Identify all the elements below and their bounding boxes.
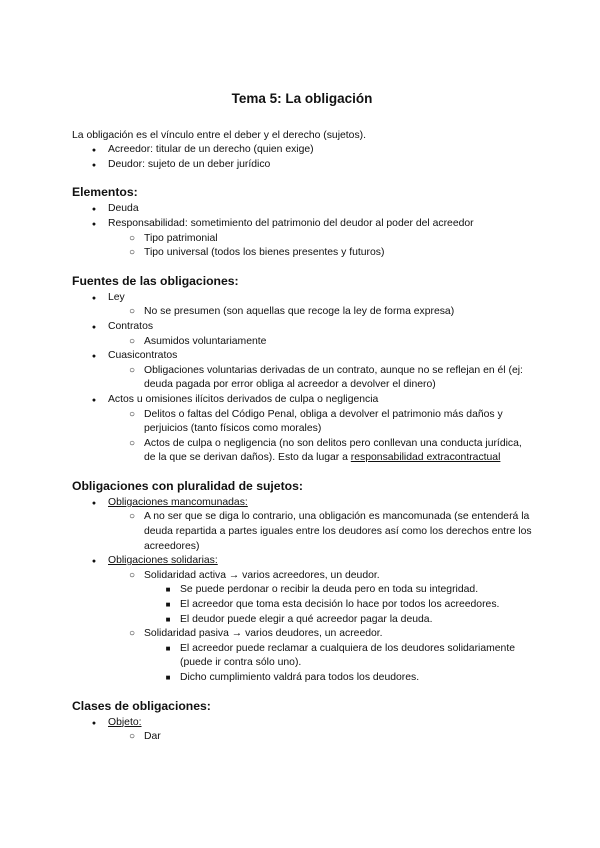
circle-bullet-icon <box>126 408 138 423</box>
list-item: ○ Solidaridad pasiva → varios deudores, un acreedor. ■ El acreedor puede reclamar a cualquiera de los deudores solidariamente (puede ir contra sólo uno). ■ Dicho cumplimiento valdrá para todos los deudores. <box>108 627 532 685</box>
bullet-icon <box>88 158 100 174</box>
bullet-icon <box>88 217 100 233</box>
list-item: ● Cuasicontratos ○ Obligaciones voluntarias derivadas de un contrato, aunque no se reflejan en él (ej: deuda pagada por error obliga al acreedor a devolver el dinero) <box>72 349 532 393</box>
list-item: ○ Asumidos voluntariamente <box>108 335 532 350</box>
clases-list <box>72 716 532 745</box>
list-item: ■ El acreedor que toma esta decisión lo hace por todos los acreedores. <box>144 598 532 613</box>
square-bullet-icon <box>162 583 174 598</box>
list-item: ● Obligaciones mancomunadas: ○ A no ser que se diga lo contrario, una obligación es mancomunada (se entenderá la deuda repartida a partes iguales entre los deudores así como los derechos entre los acreedores) <box>72 496 532 554</box>
section-heading-pluralidad: Obligaciones con pluralidad de sujetos: <box>72 478 303 493</box>
intro-list <box>72 143 532 172</box>
circle-bullet-icon <box>126 305 138 320</box>
document-body <box>72 92 532 745</box>
bullet-icon <box>88 320 100 336</box>
circle-bullet-icon <box>126 510 138 525</box>
list-item: ○ No se presumen (son aquellas que recoge la ley de forma expresa) <box>108 305 532 320</box>
list-item: ● Deudor: sujeto de un deber jurídico <box>72 158 532 173</box>
circle-bullet-icon <box>126 437 138 452</box>
circle-bullet-icon <box>126 627 138 642</box>
section-heading-clases: Clases de obligaciones: <box>72 698 211 713</box>
section-heading-fuentes: Fuentes de las obligaciones: <box>72 273 239 288</box>
circle-bullet-icon <box>126 246 138 261</box>
list-item: ● Objeto: ○ Dar <box>72 716 532 745</box>
circle-bullet-icon <box>126 364 138 379</box>
list-item: ■ El deudor puede elegir a qué acreedor pagar la deuda. <box>144 613 532 628</box>
square-bullet-icon <box>162 598 174 613</box>
list-item: ○ Delitos o faltas del Código Penal, obliga a devolver el patrimonio más daños y perjuicios (tanto físicos como morales) <box>108 408 532 437</box>
circle-bullet-icon <box>126 569 138 584</box>
intro-paragraph: La obligación es el vínculo entre el deber y el derecho (sujetos). <box>72 129 366 141</box>
bullet-icon <box>88 716 100 732</box>
square-bullet-icon <box>162 671 174 686</box>
pluralidad-list <box>72 496 532 686</box>
list-item: ● Responsabilidad: sometimiento del patrimonio del deudor al poder del acreedor ○ Tipo patrimonial ○ Tipo universal (todos los bienes presentes y futuros) <box>72 217 532 261</box>
list-item: ■ El acreedor puede reclamar a cualquiera de los deudores solidariamente (puede ir contra sólo uno). <box>144 642 532 671</box>
list-item: ● Ley ○ No se presumen (son aquellas que recoge la ley de forma expresa) <box>72 291 532 320</box>
circle-bullet-icon <box>126 232 138 247</box>
list-item: ○ A no ser que se diga lo contrario, una obligación es mancomunada (se entenderá la deuda repartida a partes iguales entre los deudores así como los derechos entre los acreedores) <box>108 510 532 554</box>
responsabilidad-extracontractual-link: responsabilidad extracontractual <box>350 452 501 464</box>
circle-bullet-icon <box>126 730 138 745</box>
list-item: ● Acreedor: titular de un derecho (quien exige) <box>72 143 532 158</box>
bullet-icon <box>88 202 100 218</box>
square-bullet-icon <box>162 613 174 628</box>
list-item: ● Contratos ○ Asumidos voluntariamente <box>72 320 532 349</box>
bullet-icon <box>88 496 100 512</box>
elementos-list <box>72 202 532 260</box>
fuentes-list <box>72 291 532 466</box>
list-item: ○ Tipo patrimonial <box>108 232 532 247</box>
bullet-icon <box>88 554 100 570</box>
circle-bullet-icon <box>126 335 138 350</box>
bullet-icon <box>88 349 100 365</box>
list-item: ○ Tipo universal (todos los bienes presentes y futuros) <box>108 246 532 261</box>
section-heading-elementos: Elementos: <box>72 185 138 200</box>
list-item: ○ Dar <box>108 730 532 745</box>
list-item: ○ Obligaciones voluntarias derivadas de un contrato, aunque no se reflejan en él (ej: deuda pagada por error obliga al acreedor a devolver el dinero) <box>108 364 532 393</box>
list-item: ○ Solidaridad activa → varios acreedores, un deudor. ■ Se puede perdonar o recibir la deuda pero en toda su integridad. ■ El acreedor que toma esta decisión lo hace por todos los acreedores. ■ El deudor puede elegir a qué acreedor pagar la deuda. <box>108 569 532 627</box>
list-item: ● Deuda <box>72 202 532 217</box>
square-bullet-icon <box>162 642 174 657</box>
list-item: ● Actos u omisiones ilícitos derivados de culpa o negligencia ○ Delitos o faltas del Código Penal, obliga a devolver el patrimonio más daños y perjuicios (tanto físicos como morales) ○ Actos de culpa o negligencia (no son delitos pero conllevan una conducta jurídica, de la que se derivan daños). Esto da lugar a responsabilidad extracontractual <box>72 393 532 466</box>
bullet-icon <box>88 291 100 307</box>
list-item: ■ Se puede perdonar o recibir la deuda pero en toda su integridad. <box>144 583 532 598</box>
list-item: ● Obligaciones solidarias: ○ Solidaridad activa → varios acreedores, un deudor. ■ Se puede perdonar o recibir la deuda pero en toda su integridad. ■ El acreedor que toma esta decisión lo hace por todos los acreedores. ■ El deudor puede elegir a qué acreedor pagar la deuda. ○ Solidaridad pasiva → varios deudores, un acreedor. ■ El acreedor puede reclamar a cualquiera de los deudores solidariamente (puede ir contra sólo uno). ■ Dicho cumplimiento valdrá para todos los deudores. <box>72 554 532 685</box>
bullet-icon <box>88 393 100 409</box>
list-item: ■ Dicho cumplimiento valdrá para todos los deudores. <box>144 671 532 686</box>
page-title: Tema 5: La obligación <box>231 91 373 106</box>
list-item: ○ Actos de culpa o negligencia (no son delitos pero conllevan una conducta jurídica, de la que se derivan daños). Esto da lugar a responsabilidad extracontractual <box>108 437 532 466</box>
bullet-icon <box>88 143 100 159</box>
